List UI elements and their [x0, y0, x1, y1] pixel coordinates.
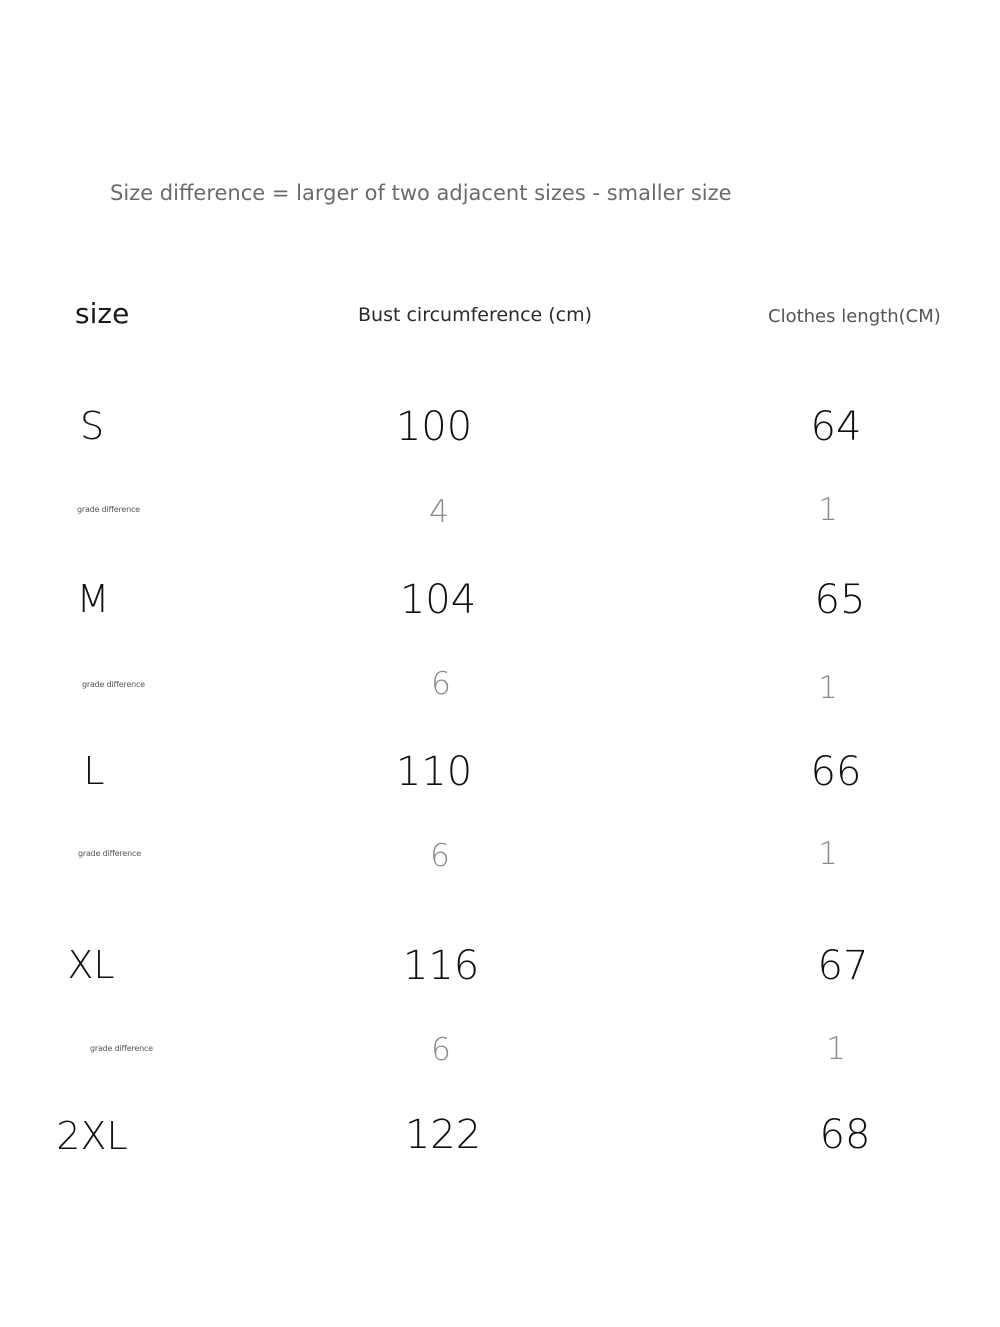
- grade-difference-label: grade difference: [82, 680, 145, 689]
- size-label: 2XL: [56, 1114, 128, 1158]
- length-value: 68: [819, 1112, 871, 1158]
- size-label: S: [79, 404, 105, 448]
- bust-value: 116: [402, 943, 480, 989]
- size-difference-note: Size difference = larger of two adjacent sizes - smaller size: [110, 181, 732, 205]
- grade-difference-label: grade difference: [78, 849, 141, 858]
- grade-difference-label: grade difference: [90, 1044, 153, 1053]
- header-size: size: [75, 297, 130, 330]
- length-difference: 1: [818, 492, 838, 528]
- bust-value: 110: [395, 749, 473, 795]
- length-difference: 1: [818, 836, 838, 872]
- header-clothes-length: Clothes length(CM): [768, 306, 941, 327]
- bust-value: 122: [404, 1112, 482, 1158]
- length-value: 67: [817, 943, 869, 989]
- length-difference: 1: [818, 670, 838, 706]
- grade-difference-label: grade difference: [77, 505, 140, 514]
- size-label: XL: [67, 943, 115, 987]
- bust-difference: 6: [431, 1032, 451, 1068]
- length-value: 65: [814, 577, 866, 623]
- size-label: L: [83, 749, 105, 793]
- bust-value: 100: [395, 404, 473, 450]
- length-value: 64: [810, 404, 862, 450]
- length-value: 66: [810, 749, 862, 795]
- bust-difference: 6: [430, 838, 450, 874]
- size-label: M: [76, 577, 110, 621]
- length-difference: 1: [826, 1031, 846, 1067]
- header-bust-circumference: Bust circumference (cm): [358, 304, 593, 326]
- bust-difference: 6: [431, 666, 451, 702]
- bust-value: 104: [399, 577, 477, 623]
- bust-difference: 4: [429, 494, 449, 530]
